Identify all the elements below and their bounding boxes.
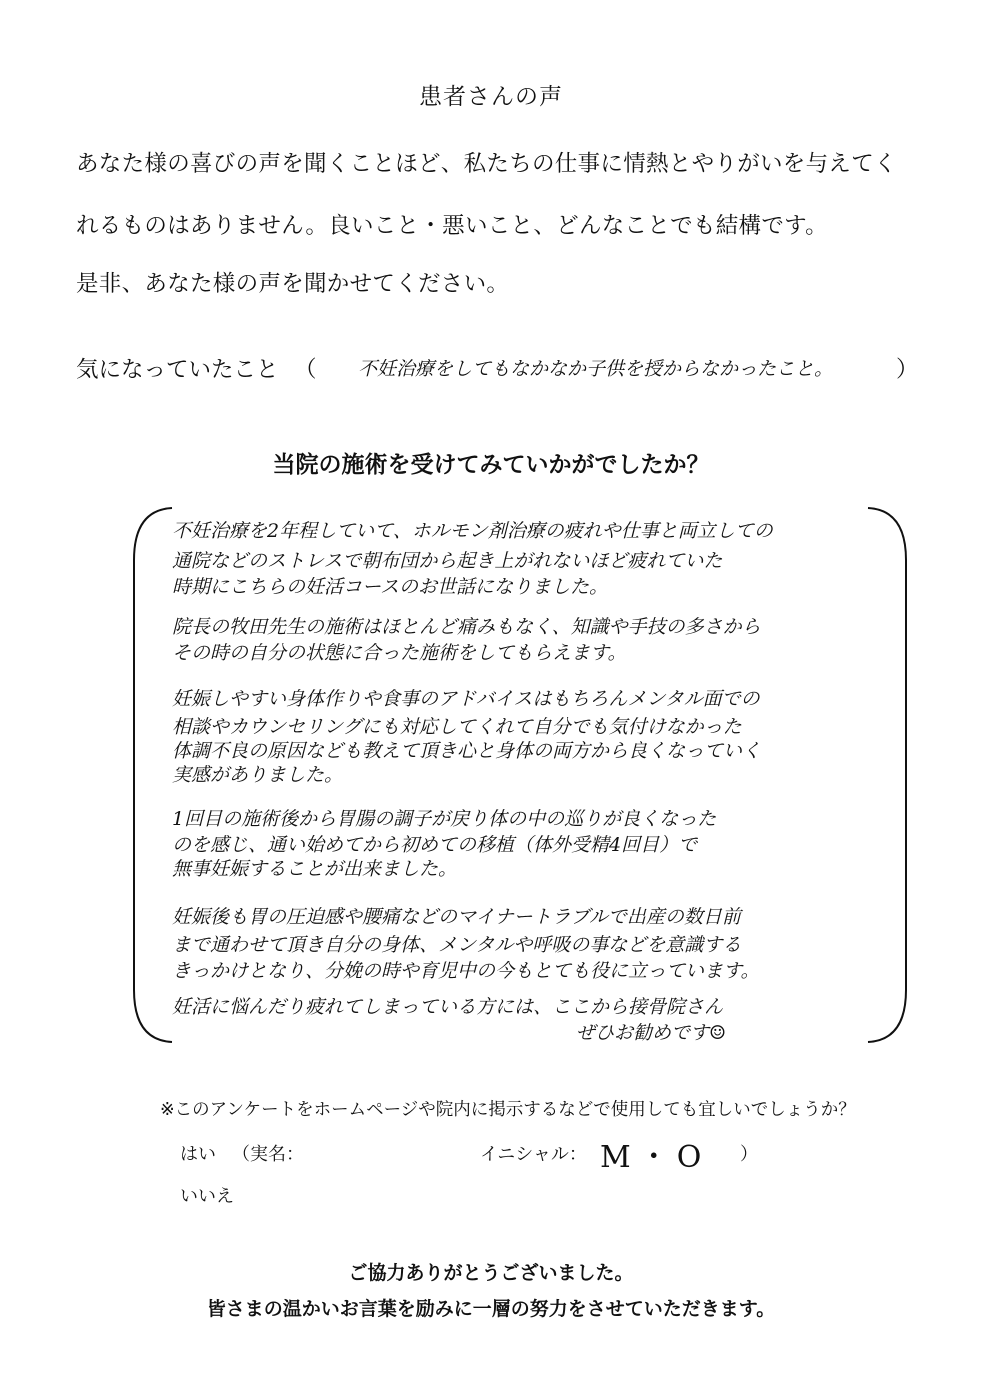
answer-line: 相談やカウンセリングにも対応してくれて自分でも気付けなかった [172, 716, 742, 738]
answer-line: まで通わせて頂き自分の身体、メンタルや呼吸の事などを意識する [172, 934, 742, 956]
thanks-line-1: ご協力ありがとうございました。 [348, 1262, 634, 1284]
answer-line: 実感がありました。 [172, 764, 344, 786]
intro-line-2: れるものはありません。良いこと・悪いこと、どんなことでも結構です。 [76, 213, 828, 239]
initial-value: M・O [600, 1140, 710, 1175]
concern-label: 気になっていたこと [76, 357, 279, 383]
answer-line: のを感じ、通い始めてから初めての移植（体外受精4回目）で [172, 834, 698, 856]
answer-line: 不妊治療を2年程していて、ホルモン剤治療の疲れや仕事と両立しての [172, 520, 773, 542]
answer-line: 1回目の施術後から胃腸の調子が戻り体の中の巡りが良くなった [172, 808, 717, 830]
initial-paren-close: ） [740, 1144, 758, 1165]
answer-line: 妊活に悩んだり疲れてしまっている方には、ここから接骨院さん [172, 996, 724, 1018]
realname-label: （実名： [232, 1144, 304, 1165]
concern-answer: 不妊治療をしてもなかなか子供を授からなかったこと。 [358, 358, 834, 380]
answer-line: 妊娠後も胃の圧迫感や腰痛などのマイナートラブルで出産の数日前 [172, 906, 741, 928]
answer-line: その時の自分の状態に合った施術をしてもらえます。 [172, 642, 627, 664]
answer-line: 妊娠しやすい身体作りや食事のアドバイスはもちろんメンタル面での [172, 688, 760, 710]
intro-line-1: あなた様の喜びの声を聞くことほど、私たちの仕事に情熱とやりがいを与えてく [76, 151, 897, 177]
yes-option[interactable]: はい [180, 1144, 216, 1165]
answer-line: ぜひお勧めです☺ [576, 1022, 727, 1044]
answer-line: 院長の牧田先生の施術はほとんど痛みもなく、知識や手技の多さから [172, 616, 761, 638]
initial-label: イニシャル： [480, 1144, 587, 1165]
concern-paren-close: ） [896, 357, 919, 383]
intro-line-3: 是非、あなた様の声を聞かせてください。 [76, 271, 510, 297]
answer-line: 体調不良の原因なども教えて頂き心と身体の両方から良くなっていく [172, 740, 762, 762]
concern-paren-open: （ [294, 357, 317, 383]
question-heading: 当院の施術を受けてみていかがでしたか？ [272, 452, 710, 478]
page-title: 患者さんの声 [419, 84, 563, 110]
no-option[interactable]: いいえ [180, 1186, 234, 1207]
answer-line: きっかけとなり、分娩の時や育児中の今もとても役に立っています。 [172, 960, 760, 982]
concern-row [76, 352, 936, 392]
answer-line: 時期にこちらの妊活コースのお世話になりました。 [172, 576, 609, 598]
consent-note: ※このアンケートをホームページや院内に掲示するなどで使用しても宜しいでしょうか？ [160, 1100, 856, 1120]
thanks-line-2: 皆さまの温かいお言葉を励みに一層の努力をさせていただきます。 [206, 1298, 776, 1320]
answer-line: 通院などのストレスで朝布団から起き上がれないほど疲れていた [172, 550, 723, 572]
answer-line: 無事妊娠することが出来ました。 [172, 858, 458, 880]
